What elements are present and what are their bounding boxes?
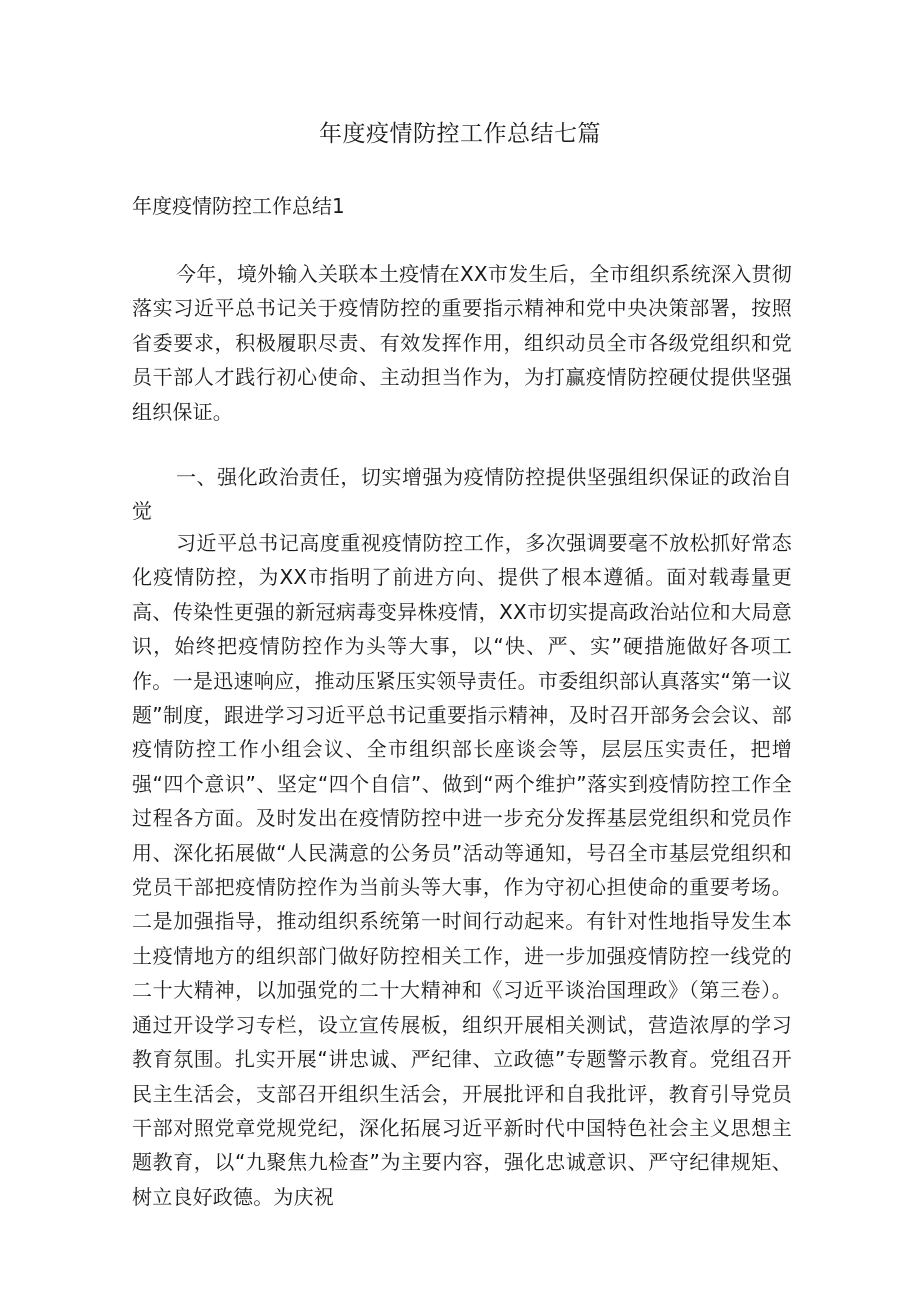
document-title: 年度疫情防控工作总结七篇 — [319, 121, 601, 147]
paragraph-body: 习近平总书记高度重视疫情防控工作，多次强调要毫不放松抓好常态化疫情防控，为XX市指明了前进方向、提供了根本遵循。面对载毒量更高、传染性更强的新冠病毒变异株疫情，XX市切实提高政治站位和大局意识，始终把疫情防控作为头等大事，以“快、严、实”硬措施做好各项工作。一是迅速响应，推动压紧压实领导责任。市委组织部认真落实“第一议题”制度，跟进学习习近平总书记重要指示精神，及时召开部务会会议、部疫情防控工作小组会议、全市组织部长座谈会等，层层压实责任，把增强“四个意识”、坚定“四个自信”、做到“两个维护”落实到疫情防控工作全过程各方面。及时发出在疫情防控中进一步充分发挥基层党组织和党员作用、深化拓展做“人民满意的公务员”活动等通知，号召全市基层党组织和党员干部把疫情防控作为当前头等大事，作为守初心担使命的重要考场。二是加强指导，推动组织系统第一时间行动起来。有针对性地指导发生本土疫情地方的组织部门做好防控相关工作，进一步加强疫情防控一线党的二十大精神，以加强党的二十大精神和《习近平谈治国理政》（第三卷）。通过开设学习专栏，设立宣传展板，组织开展相关测试，营造浓厚的学习教育氛围。扎实开展“讲忠诚、严纪律、立政德”专题警示教育。党组召开民主生活会，支部召开组织生活会，开展批评和自我批评，教育引导党员干部对照党章党规党纪，深化拓展习近平新时代中国特色社会主义思想主题教育，以“九聚焦九检查”为主要内容，强化忠诚意识、严守纪律规矩、树立良好政德。为庆祝 — [132, 531, 792, 1209]
section-heading-1: 一、强化政治责任，切实增强为疫情防控提供坚强组织保证的政治自觉 — [132, 465, 792, 524]
paragraph-intro: 今年，境外输入关联本土疫情在XX市发生后，全市组织系统深入贯彻落实习近平总书记关于疫情防控的重要指示精神和党中央决策部署，按照省委要求，积极履职尽责、有效发挥作用，组织动员全市各级党组织和党员干部人才践行初心使命、主动担当作为，为打赢疫情防控硬仗提供坚强组织保证。 — [132, 262, 792, 424]
document-subtitle: 年度疫情防控工作总结1 — [132, 194, 345, 218]
